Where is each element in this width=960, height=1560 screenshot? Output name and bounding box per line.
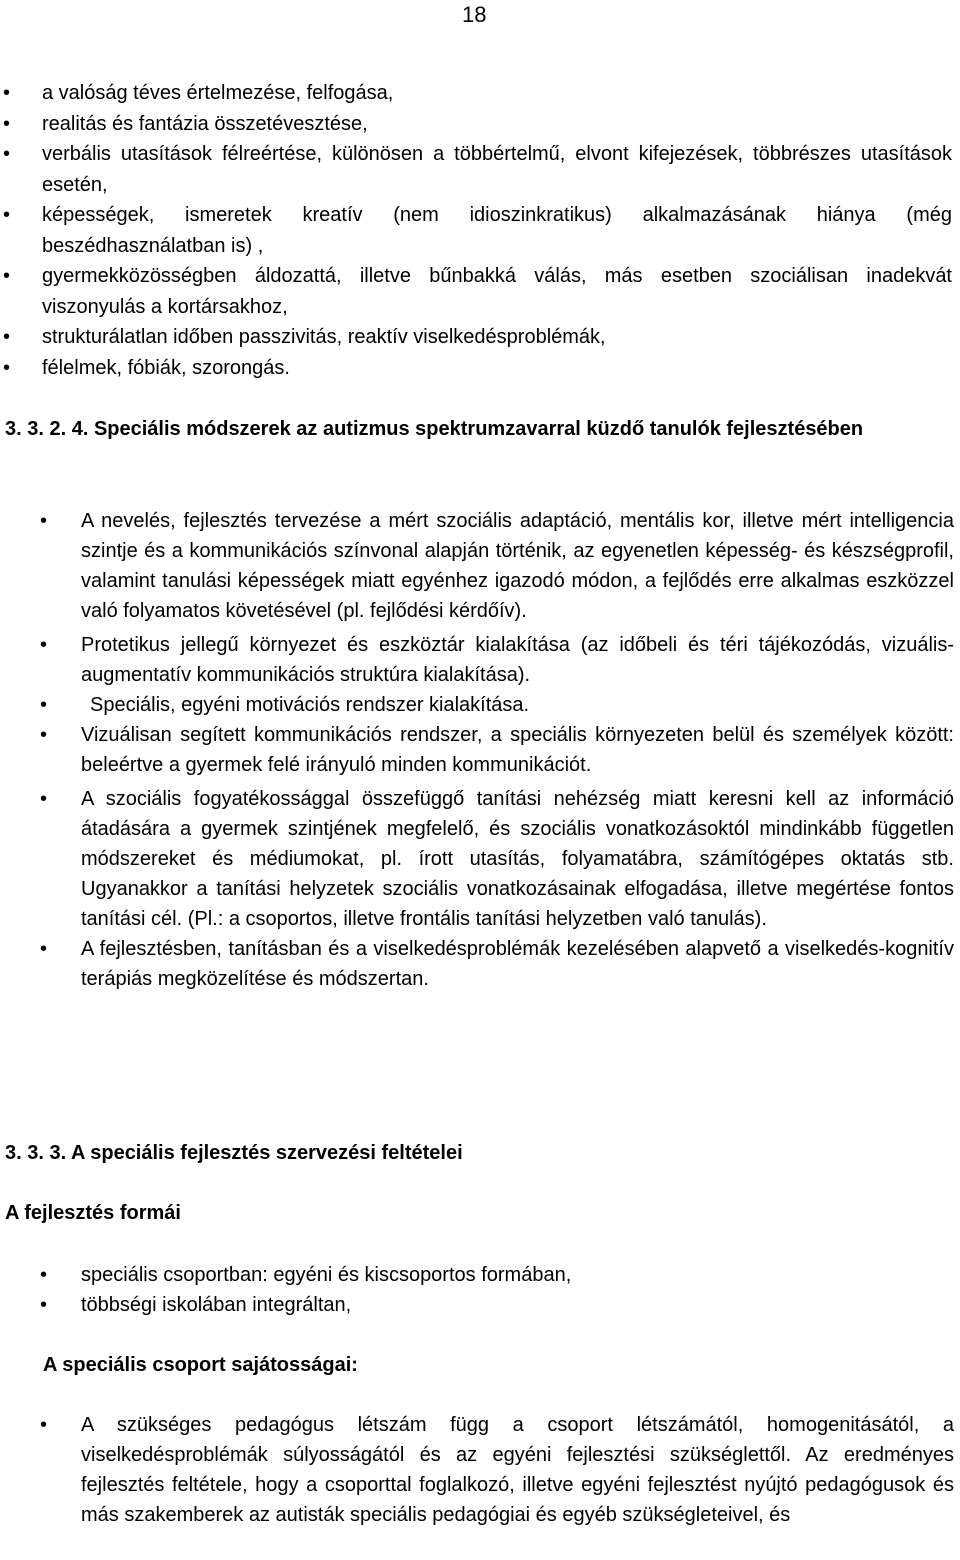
list-item: • Vizuálisan segített kommunikációs rendszer, a speciális környezeten belül és személyek között: beleértve a gyermek felé irányuló minden kommunikációt. (0, 720, 960, 780)
symptom-list (0, 78, 960, 383)
subheading-formai: A fejlesztés formái (5, 1202, 181, 1224)
page-number: 18 (462, 2, 487, 27)
list-item: • realitás és fantázia összetévesztése, (0, 109, 960, 140)
methods-list (0, 506, 960, 994)
list-item: • A nevelés, fejlesztés tervezése a mért szociális adaptáció, mentális kor, illetve mért intelligencia szintje és a kommunikációs színvonal alapján történik, az egyenetlen képesség- és készségprofil, valamint tanulási képességek miatt egyénhez igazodó módon, a fejlődés erre alkalmas eszközzel való folyamatos követésével (pl. fejlődési kérdőív). (0, 506, 960, 626)
group-features-list (0, 1410, 960, 1530)
list-item: • A szociális fogyatékossággal összefüggő tanítási nehézség miatt keresni kell az információ átadására a gyermek szintjének megfelelő, és szociális vonatkozásoktól mindinkább független módszereket és médiumokat, pl. írott utasítás, folyamatábra, számítógépes oktatás stb. Ugyanakkor a tanítási helyzetek szociális vonatkozásainak elfogadása, illetve megértése fontos tanítási cél. (Pl.: a csoportos, illetve frontális tanítási helyzetben való tanulás). (0, 784, 960, 934)
list-item: • félelmek, fóbiák, szorongás. (0, 353, 960, 384)
list-item: • strukturálatlan időben passzivitás, reaktív viselkedésproblémák, (0, 322, 960, 353)
list-item: • speciális csoportban: egyéni és kiscsoportos formában, (0, 1260, 960, 1290)
section-heading-333: 3. 3. 3. A speciális fejlesztés szervezési feltételei (5, 1142, 463, 1164)
forms-list (0, 1260, 960, 1320)
list-item: • képességek, ismeretek kreatív (nem idioszinkratikus) alkalmazásának hiánya (még beszédhasználatban is) , (0, 200, 960, 261)
list-item: • verbális utasítások félreértése, különösen a többértelmű, elvont kifejezések, többrészes utasítások esetén, (0, 139, 960, 200)
list-item: • Protetikus jellegű környezet és eszköztár kialakítása (az időbeli és téri tájékozódás, vizuális- augmentatív kommunikációs struktúra kialakítása). (0, 630, 960, 690)
list-item: • többségi iskolában integráltan, (0, 1290, 960, 1320)
list-item: • a valóság téves értelmezése, felfogása, (0, 78, 960, 109)
subheading-csoport: A speciális csoport sajátosságai: (43, 1354, 358, 1376)
list-item: • A szükséges pedagógus létszám függ a csoport létszámától, homogenitásától, a viselkedésproblémák súlyosságától és az egyéni fejlesztési szükséglettől. Az eredményes fejlesztés feltétele, hogy a csoporttal foglalkozó, illetve egyéni fejlesztést nyújtó pedagógusok és más szakemberek az autisták speciális pedagógiai és egyéb szükségleteivel, és (0, 1410, 960, 1530)
list-item: • Speciális, egyéni motivációs rendszer kialakítása. (0, 690, 960, 720)
section-heading-3324: 3. 3. 2. 4. Speciális módszerek az autizmus spektrumzavarral küzdő tanulók fejlesztésében (5, 418, 864, 440)
list-item: • A fejlesztésben, tanításban és a viselkedésproblémák kezelésében alapvető a viselkedés-kognitív terápiás megközelítése és módszertan. (0, 934, 960, 994)
list-item: • gyermekközösségben áldozattá, illetve bűnbakká válás, más esetben szociálisan inadekvát viszonyulás a kortársakhoz, (0, 261, 960, 322)
